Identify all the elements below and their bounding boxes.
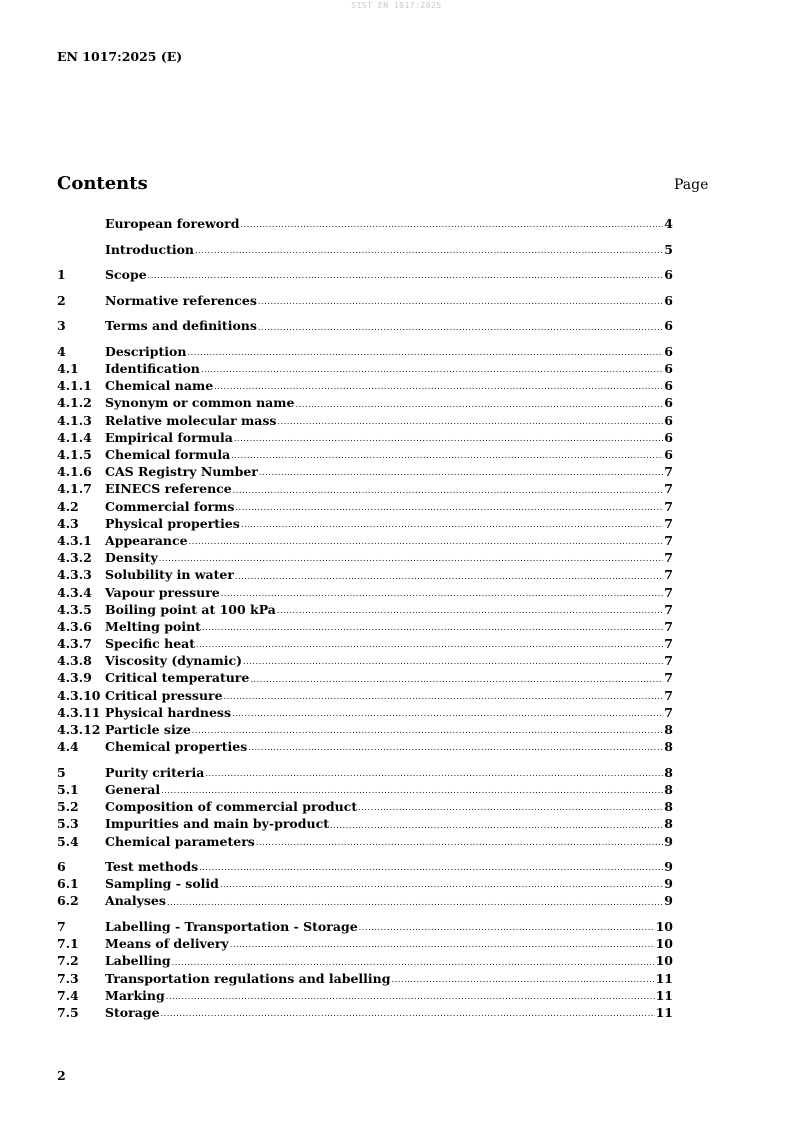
toc-entry-page: 8 [664, 781, 673, 797]
toc-entry[interactable] [57, 481, 673, 498]
dot-leader [259, 468, 663, 481]
toc-entry-page: 7 [664, 636, 673, 652]
toc-entry-page: 8 [664, 764, 673, 780]
toc-entry-page: 7 [664, 601, 673, 617]
toc-entry-number: 7.4 [57, 987, 79, 1003]
toc-entry-page: 9 [664, 893, 673, 909]
dot-leader [358, 803, 663, 816]
toc-entry-title: Identification [105, 361, 200, 377]
toc-entry-page: 8 [664, 739, 673, 755]
dot-leader [295, 400, 663, 413]
toc-entry-number: 4.3.11 [57, 704, 101, 720]
toc-entry-title: Marking [105, 987, 165, 1003]
toc-entry[interactable] [57, 395, 673, 412]
toc-entry-title: General [105, 781, 161, 797]
toc-entry-number: 4.3.4 [57, 584, 92, 600]
toc-entry[interactable] [57, 1005, 673, 1022]
dot-leader [167, 898, 663, 911]
page-number: 2 [57, 1068, 66, 1083]
watermark: SIST EN 1017:2025 [351, 1, 442, 10]
toc-entry-page: 11 [655, 970, 673, 986]
toc-entry-page: 9 [664, 859, 673, 875]
dot-leader [166, 992, 655, 1005]
toc-entry-page: 10 [655, 936, 673, 952]
toc-entry-number: 4.3.9 [57, 670, 92, 686]
toc-entry[interactable] [57, 619, 673, 636]
toc-entry[interactable] [57, 216, 673, 233]
toc-entry[interactable] [57, 550, 673, 567]
dot-leader [192, 726, 664, 739]
toc-entry-number: 4.3.2 [57, 550, 92, 566]
toc-entry-title: Relative molecular mass [105, 412, 277, 428]
dot-leader [258, 297, 663, 310]
toc-entry-title: Scope [105, 267, 147, 283]
toc-entry[interactable] [57, 688, 673, 705]
toc-entry-title: Particle size [105, 722, 191, 738]
toc-entry-title: Means of delivery [105, 936, 229, 952]
toc-entry-page: 7 [664, 584, 673, 600]
toc-entry-title: Impurities and main by-product [105, 816, 329, 832]
dot-leader [230, 940, 655, 953]
toc-entry-number: 4.3 [57, 515, 79, 531]
toc-entry-title: Physical hardness [105, 704, 231, 720]
dot-leader [159, 554, 664, 567]
toc-entry[interactable] [57, 859, 673, 876]
toc-entry-number: 4.3.5 [57, 601, 92, 617]
toc-entry-page: 7 [664, 550, 673, 566]
toc-entry-page: 7 [664, 653, 673, 669]
dot-leader [235, 503, 663, 516]
toc-entry[interactable] [57, 430, 673, 447]
toc-entry-title: Vapour pressure [105, 584, 220, 600]
toc-entry-page: 7 [664, 464, 673, 480]
toc-entry-number: 4.1.6 [57, 464, 92, 480]
toc-entry-title: Physical properties [105, 515, 240, 531]
toc-entry[interactable] [57, 936, 673, 953]
toc-entry-page: 6 [664, 447, 673, 463]
toc-entry-page: 6 [664, 395, 673, 411]
toc-entry[interactable] [57, 670, 673, 687]
toc-entry-page: 7 [664, 498, 673, 514]
toc-entry-number: 7.3 [57, 970, 79, 986]
dot-leader [248, 743, 663, 756]
toc-entry[interactable] [57, 585, 673, 602]
dot-leader [196, 640, 663, 653]
toc-entry[interactable] [57, 782, 673, 799]
toc-entry-page: 7 [664, 704, 673, 720]
dot-leader [221, 589, 664, 602]
toc-entry-number: 7.2 [57, 953, 79, 969]
toc-entry-title: Solubility in water [105, 567, 234, 583]
toc-entry-page: 11 [655, 987, 673, 1003]
dot-leader [256, 838, 663, 851]
toc-entry[interactable] [57, 893, 673, 910]
toc-entry-title: Introduction [105, 241, 195, 257]
toc-entry-page: 10 [655, 953, 673, 969]
dot-leader [148, 271, 664, 284]
toc-entry-page: 9 [664, 876, 673, 892]
toc-entry-page: 7 [664, 670, 673, 686]
toc-entry-title: Chemical parameters [105, 833, 255, 849]
toc-entry-page: 6 [664, 343, 673, 359]
toc-entry-page: 7 [664, 515, 673, 531]
toc-entry-title: EINECS reference [105, 481, 232, 497]
dot-leader [214, 382, 663, 395]
toc-entry-title: Analyses [105, 893, 166, 909]
dot-leader [232, 709, 663, 722]
toc-entry[interactable] [57, 361, 673, 378]
toc-entry-page: 9 [664, 833, 673, 849]
dot-leader [240, 220, 663, 233]
toc-entry-number: 4.3.1 [57, 532, 92, 548]
toc-entry[interactable] [57, 267, 673, 284]
dot-leader [205, 769, 663, 782]
toc-entry-title: Boiling point at 100 kPa [105, 601, 276, 617]
dot-leader [172, 958, 655, 971]
dot-leader [220, 880, 663, 893]
page-column-label: Page [674, 177, 709, 193]
dot-leader [243, 657, 663, 670]
toc-entry[interactable] [57, 876, 673, 893]
toc-entry[interactable] [57, 567, 673, 584]
toc-entry-title: Storage [105, 1005, 160, 1020]
toc-entry-page: 7 [664, 618, 673, 634]
toc-entry[interactable] [57, 953, 673, 970]
toc-entry-page: 6 [664, 318, 673, 334]
toc-entry-number: 6 [57, 859, 66, 875]
toc-entry-page: 4 [664, 216, 673, 231]
dot-leader [241, 520, 663, 533]
dot-leader [195, 246, 663, 259]
toc-entry[interactable] [57, 413, 673, 430]
toc-entry-page: 6 [664, 267, 673, 283]
toc-entry-page: 11 [655, 1005, 673, 1020]
toc-entry[interactable] [57, 722, 673, 739]
toc-entry-number: 5.1 [57, 781, 79, 797]
toc-entry-page: 7 [664, 532, 673, 548]
toc-entry[interactable] [57, 765, 673, 782]
toc-entry-number: 7.1 [57, 936, 79, 952]
dot-leader [233, 486, 664, 499]
toc-entry[interactable] [57, 602, 673, 619]
toc-entry-title: Appearance [105, 532, 188, 548]
toc-entry-title: Description [105, 343, 187, 359]
dot-leader [187, 348, 663, 361]
dot-leader [161, 1009, 655, 1022]
toc-entry-number: 3 [57, 318, 66, 334]
toc-entry-number: 4.3.12 [57, 722, 101, 738]
dot-leader [250, 675, 663, 688]
toc-entry-number: 4.1.1 [57, 378, 92, 394]
toc-entry-number: 4 [57, 343, 66, 359]
toc-entry-number: 5.4 [57, 833, 79, 849]
toc-entry-number: 4.1.5 [57, 447, 92, 463]
dot-leader [359, 923, 655, 936]
toc-entry-title: Critical temperature [105, 670, 250, 686]
toc-entry[interactable] [57, 447, 673, 464]
toc-entry-title: Specific heat [105, 636, 196, 652]
toc-entry-page: 8 [664, 722, 673, 738]
toc-entry[interactable] [57, 516, 673, 533]
toc-entry[interactable] [57, 464, 673, 481]
toc-entry-title: Viscosity (dynamic) [105, 653, 242, 669]
toc-entry-number: 2 [57, 292, 66, 308]
toc-entry-number: 4.3.3 [57, 567, 92, 583]
toc-entry[interactable] [57, 318, 673, 335]
toc-entry-number: 4.3.8 [57, 653, 92, 669]
toc-entry[interactable] [57, 739, 673, 756]
toc-entry-title: Terms and definitions [105, 318, 257, 334]
toc-entry-page: 6 [664, 292, 673, 308]
toc-entry-title: CAS Registry Number [105, 464, 258, 480]
toc-entry-title: Transportation regulations and labelling [105, 970, 391, 986]
toc-entry-number: 4.3.10 [57, 687, 101, 703]
toc-entry[interactable] [57, 378, 673, 395]
toc-entry-number: 6.1 [57, 876, 79, 892]
toc-entry-title: Melting point [105, 618, 201, 634]
toc-entry-title: Purity criteria [105, 764, 205, 780]
dot-leader [330, 821, 663, 834]
toc-entry-page: 7 [664, 567, 673, 583]
toc-entry-page: 6 [664, 429, 673, 445]
toc-entry-title: Synonym or common name [105, 395, 295, 411]
toc-entry-page: 6 [664, 361, 673, 377]
toc-entry-page: 6 [664, 378, 673, 394]
toc-entry-title: Density [105, 550, 158, 566]
toc-entry[interactable] [57, 242, 673, 259]
dot-leader [201, 365, 663, 378]
toc-entry-page: 10 [655, 919, 673, 935]
toc-entry-page: 5 [664, 241, 673, 257]
toc-entry-title: Commercial forms [105, 498, 235, 514]
toc-entry-title: European foreword [105, 216, 240, 231]
dot-leader [258, 323, 663, 336]
table-of-contents [57, 216, 673, 1022]
toc-entry-title: Normative references [105, 292, 257, 308]
toc-entry[interactable] [57, 533, 673, 550]
toc-entry[interactable] [57, 499, 673, 516]
toc-entry-title: Test methods [105, 859, 199, 875]
toc-entry-number: 7 [57, 919, 66, 935]
toc-entry-number: 5.3 [57, 816, 79, 832]
toc-entry[interactable] [57, 834, 673, 851]
toc-entry[interactable] [57, 816, 673, 833]
toc-entry-number: 4.1.7 [57, 481, 92, 497]
dot-leader [161, 786, 663, 799]
toc-entry-title: Chemical name [105, 378, 214, 394]
dot-leader [277, 606, 663, 619]
dot-leader [234, 434, 663, 447]
toc-entry-page: 7 [664, 481, 673, 497]
toc-entry[interactable] [57, 988, 673, 1005]
toc-entry[interactable] [57, 919, 673, 936]
toc-entry-page: 7 [664, 687, 673, 703]
toc-entry-number: 4.3.7 [57, 636, 92, 652]
dot-leader [199, 863, 663, 876]
toc-entry[interactable] [57, 653, 673, 670]
toc-entry-number: 5 [57, 764, 66, 780]
toc-entry-page: 6 [664, 412, 673, 428]
toc-entry-number: 4.2 [57, 498, 79, 514]
dot-leader [202, 623, 663, 636]
toc-entry-title: Sampling - solid [105, 876, 219, 892]
toc-entry[interactable] [57, 344, 673, 361]
toc-entry[interactable] [57, 636, 673, 653]
toc-entry-number: 1 [57, 267, 66, 283]
dot-leader [235, 572, 663, 585]
toc-entry-title: Critical pressure [105, 687, 223, 703]
dot-leader [277, 417, 663, 430]
toc-entry[interactable] [57, 293, 673, 310]
toc-entry-number: 4.1.3 [57, 412, 92, 428]
toc-entry-title: Composition of commercial product [105, 799, 358, 815]
toc-entry-number: 7.5 [57, 1005, 79, 1020]
toc-entry-title: Labelling [105, 953, 171, 969]
toc-entry-title: Labelling - Transportation - Storage [105, 919, 358, 935]
toc-entry[interactable] [57, 971, 673, 988]
toc-entry-title: Chemical properties [105, 739, 248, 755]
toc-entry-number: 5.2 [57, 799, 79, 815]
document-id: EN 1017:2025 (E) [57, 49, 183, 64]
toc-entry[interactable] [57, 799, 673, 816]
dot-leader [189, 537, 664, 550]
toc-entry-number: 4.1.2 [57, 395, 92, 411]
toc-entry-number: 4.1.4 [57, 429, 92, 445]
dot-leader [231, 451, 663, 464]
toc-entry-title: Empirical formula [105, 429, 233, 445]
toc-entry-number: 4.1 [57, 361, 79, 377]
toc-entry-page: 8 [664, 799, 673, 815]
toc-entry-number: 6.2 [57, 893, 79, 909]
dot-leader [224, 692, 664, 705]
toc-entry-title: Chemical formula [105, 447, 231, 463]
toc-entry-page: 8 [664, 816, 673, 832]
toc-entry-number: 4.4 [57, 739, 79, 755]
toc-entry-number: 4.3.6 [57, 618, 92, 634]
dot-leader [392, 975, 655, 988]
toc-entry[interactable] [57, 705, 673, 722]
contents-title: Contents [57, 173, 148, 194]
